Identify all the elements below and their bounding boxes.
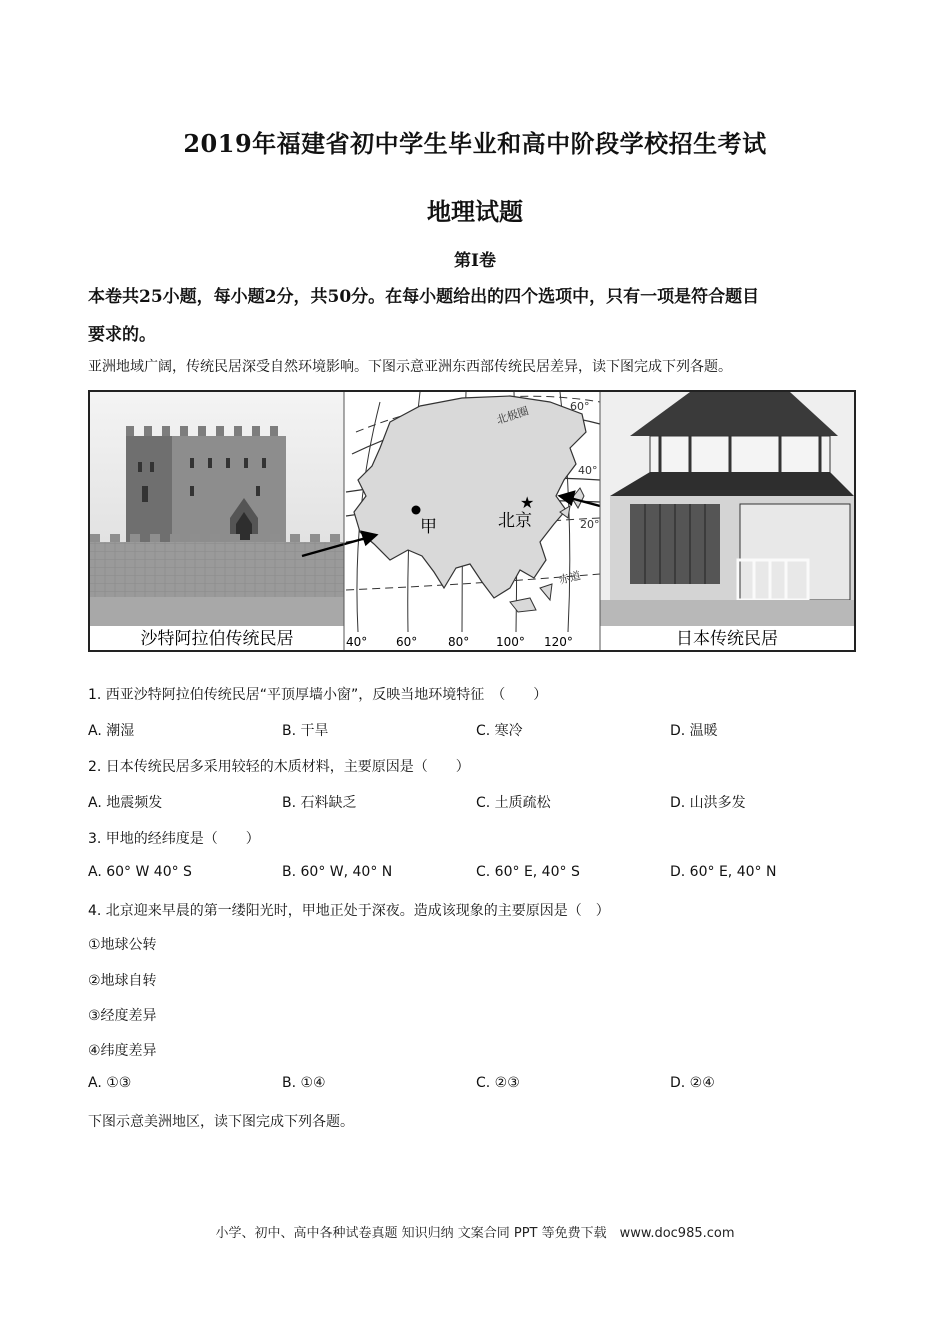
exam-subtitle: 地理试题 [427, 197, 523, 226]
label-lat-20: 20° [580, 518, 600, 531]
q4-option-d[interactable]: D. ②④ [670, 1075, 715, 1091]
q2-option-b[interactable]: B. 石料缺乏 [282, 795, 357, 811]
lon-label-100: 100° [496, 635, 525, 649]
q2-option-d[interactable]: D. 山洪多发 [670, 795, 746, 811]
saudi-house-photo [90, 392, 364, 626]
right-caption: 日本传统民居 [676, 629, 778, 649]
q2-option-a[interactable]: A. 地震频发 [88, 795, 163, 811]
q4-item-3: ③经度差异 [88, 1008, 157, 1024]
q3-option-d[interactable]: D. 60° E, 40° N [670, 864, 777, 880]
q1-option-c[interactable]: C. 寒冷 [476, 723, 523, 739]
lon-label-40: 40° [346, 635, 368, 649]
q4-item-4: ④纬度差异 [88, 1043, 157, 1059]
beijing-star-icon: ★ [520, 493, 535, 512]
label-jia: 甲 [420, 517, 437, 537]
instructions-line-1: 本卷共25小题，每小题2分，共50分。在每小题给出的四个选项中，只有一项是符合题目 [88, 287, 760, 307]
question-4: 4. 北京迎来早晨的第一缕阳光时，甲地正处于深夜。造成该现象的主要原因是（ ） [88, 903, 610, 919]
figure-svg [90, 392, 854, 650]
question-3: 3. 甲地的经纬度是（ ） [88, 831, 260, 847]
intro-text: 亚洲地域广阔，传统民居深受自然环境影响。下图示意亚洲东西部传统民居差异，读下图完成下列各题。 [88, 359, 732, 375]
q1-option-d[interactable]: D. 温暖 [670, 723, 718, 739]
lon-label-120: 120° [544, 635, 573, 649]
left-caption: 沙特阿拉伯传统民居 [140, 629, 294, 649]
q1-option-a[interactable]: A. 潮湿 [88, 723, 135, 739]
q4-item-2: ②地球自转 [88, 973, 157, 989]
question-1: 1. 西亚沙特阿拉伯传统民居“平顶厚墙小窗”，反映当地环境特征 （ ） [88, 687, 548, 703]
question-2: 2. 日本传统民居多采用较轻的木质材料，主要原因是（ ） [88, 759, 470, 775]
label-equator: 赤道 [557, 568, 583, 587]
q1-option-b[interactable]: B. 干旱 [282, 723, 329, 739]
instructions-line-2: 要求的。 [88, 325, 156, 345]
figure-asia-houses [88, 390, 856, 652]
lon-label-80: 80° [448, 635, 470, 649]
label-lat-40: 40° [578, 464, 598, 477]
q3-option-c[interactable]: C. 60° E, 40° S [476, 864, 580, 880]
point-jia-marker [412, 506, 421, 515]
q3-option-b[interactable]: B. 60° W, 40° N [282, 864, 393, 880]
label-arctic-circle: 北极圈 [494, 404, 531, 427]
q4-option-b[interactable]: B. ①④ [282, 1075, 326, 1091]
asia-map [344, 392, 600, 649]
q2-option-c[interactable]: C. 土质疏松 [476, 795, 551, 811]
label-lat-60: 60° [570, 400, 590, 413]
page-footer: 小学、初中、高中各种试卷真题 知识归纳 文案合同 PPT 等免费下载 www.doc985.com [215, 1226, 735, 1241]
outro-text: 下图示意美洲地区，读下图完成下列各题。 [88, 1114, 354, 1130]
lon-label-60: 60° [396, 635, 418, 649]
instructions [88, 278, 868, 354]
label-beijing: 北京 [498, 511, 532, 531]
japan-house-photo [600, 392, 854, 626]
q3-option-a[interactable]: A. 60° W 40° S [88, 864, 192, 880]
section-label: 第I卷 [454, 251, 496, 271]
q4-option-a[interactable]: A. ①③ [88, 1075, 132, 1091]
q4-item-1: ①地球公转 [88, 937, 157, 953]
q4-option-c[interactable]: C. ②③ [476, 1075, 520, 1091]
exam-title: 2019年福建省初中学生毕业和高中阶段学校招生考试 [183, 129, 767, 158]
